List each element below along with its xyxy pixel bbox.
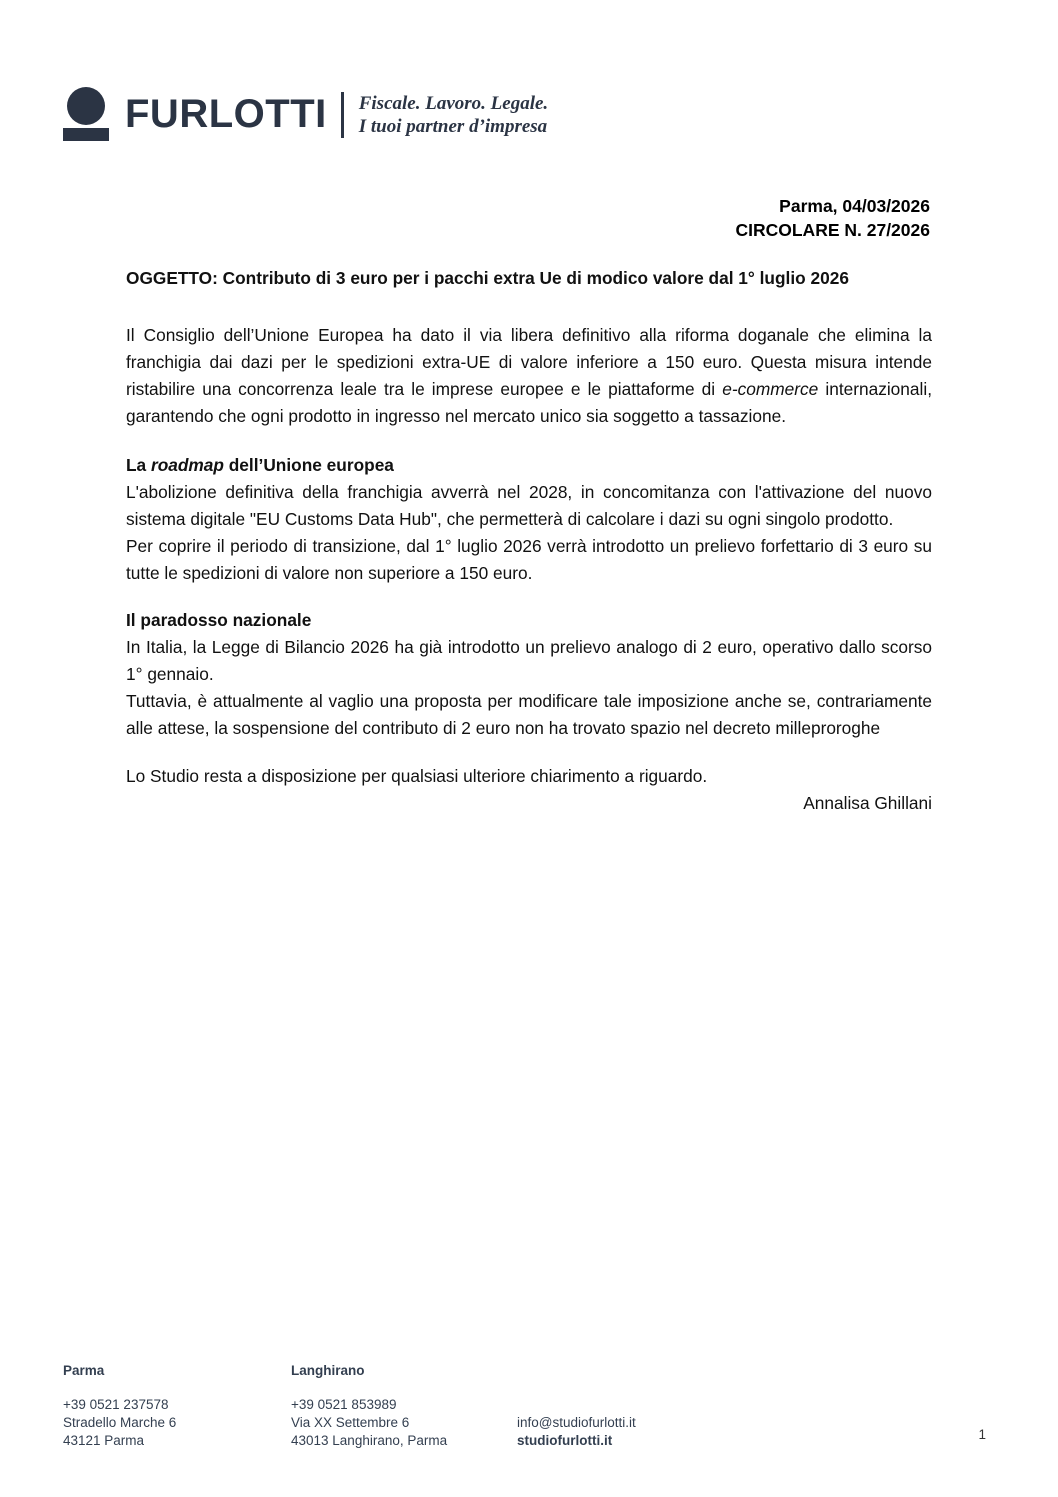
section1-heading xyxy=(126,452,932,479)
footer-office-parma-address2: 43121 Parma xyxy=(63,1433,145,1448)
footer-office-langhirano-address2: 43013 Langhirano, Parma xyxy=(291,1433,448,1448)
brand-header xyxy=(63,87,548,141)
furlotti-logo-icon xyxy=(63,87,109,141)
section2-paragraph2: Tuttavia, è attualmente al vaglio una proposta per modificare tale imposizione anche se, contrariamente alle attese, la sospensione del contributo di 2 euro non ha trovato spazio nel decreto milleproroghe xyxy=(126,691,932,738)
section1-heading-post: dell’Unione europea xyxy=(223,455,394,475)
footer-office-parma-name: Parma xyxy=(63,1363,105,1378)
intro-italic-term: e-commerce xyxy=(722,379,819,399)
place-date: Parma, 04/03/2026 xyxy=(779,196,930,216)
intro-text-part1: Il Consiglio dell’Unione Europea ha dato il via libera definitivo alla riforma doganale che elimina la franchigia dai dazi per le spedizioni extra-UE di valore inferiore a 150 euro. Questa misura intende ristabilire una concorrenza leale tra le imprese europee e le piattaforme di xyxy=(126,325,932,399)
intro-text-part2: internazionali, garantendo che ogni prodotto in ingresso nel mercato unico sia soggetto a tassazione. xyxy=(126,379,932,426)
footer xyxy=(63,1362,995,1450)
footer-office-langhirano-phone: +39 0521 853989 xyxy=(291,1397,397,1412)
section1-paragraph2: Per coprire il periodo di transizione, dal 1° luglio 2026 verrà introdotto un prelievo forfettario di 3 euro su tutte le spedizioni di valore non superiore a 150 euro. xyxy=(126,536,932,583)
footer-contact xyxy=(517,1362,636,1450)
footer-website: studiofurlotti.it xyxy=(517,1433,613,1448)
footer-office-parma-phone: +39 0521 237578 xyxy=(63,1397,169,1412)
footer-office-langhirano-name: Langhirano xyxy=(291,1363,365,1378)
brand-name: FURLOTTI xyxy=(125,92,327,136)
footer-office-parma-address1: Stradello Marche 6 xyxy=(63,1415,177,1430)
brand-tagline-line2: I tuoi partner d’impresa xyxy=(358,116,548,137)
circular-number: CIRCOLARE N. 27/2026 xyxy=(735,220,930,240)
footer-email: info@studiofurlotti.it xyxy=(517,1415,636,1430)
section2-heading: Il paradosso nazionale xyxy=(126,610,312,630)
subject-line: OGGETTO: Contributo di 3 euro per i pacchi extra Ue di modico valore dal 1° luglio 2026 xyxy=(126,268,849,288)
footer-office-langhirano xyxy=(291,1362,517,1450)
section2-paragraph1: In Italia, la Legge di Bilancio 2026 ha già introdotto un prelievo analogo di 2 euro, operativo dallo scorso 1° gennaio. xyxy=(126,637,932,684)
brand-divider xyxy=(341,92,344,138)
footer-office-parma xyxy=(63,1362,291,1450)
intro-paragraph xyxy=(126,322,932,430)
closing-line: Lo Studio resta a disposizione per qualsiasi ulteriore chiarimento a riguardo. xyxy=(126,766,708,786)
brand-tagline-line1: Fiscale. Lavoro. Legale. xyxy=(358,93,549,114)
section1-paragraph1: L'abolizione definitiva della franchigia avverrà nel 2028, in concomitanza con l'attivazione del nuovo sistema digitale "EU Customs Data Hub", che permetterà di calcolare i dazi su ogni singolo prodotto. xyxy=(126,482,932,529)
letter-meta xyxy=(735,194,930,242)
logo-base-shape xyxy=(63,128,109,141)
signature-name: Annalisa Ghillani xyxy=(803,793,932,813)
brand-tagline xyxy=(359,92,548,138)
footer-office-langhirano-address1: Via XX Settembre 6 xyxy=(291,1415,410,1430)
section1-heading-pre: La xyxy=(126,455,151,475)
page-number: 1 xyxy=(978,1427,986,1442)
letter-body xyxy=(126,265,932,817)
section1-heading-italic: roadmap xyxy=(150,455,224,475)
logo-circle-shape xyxy=(67,87,105,125)
